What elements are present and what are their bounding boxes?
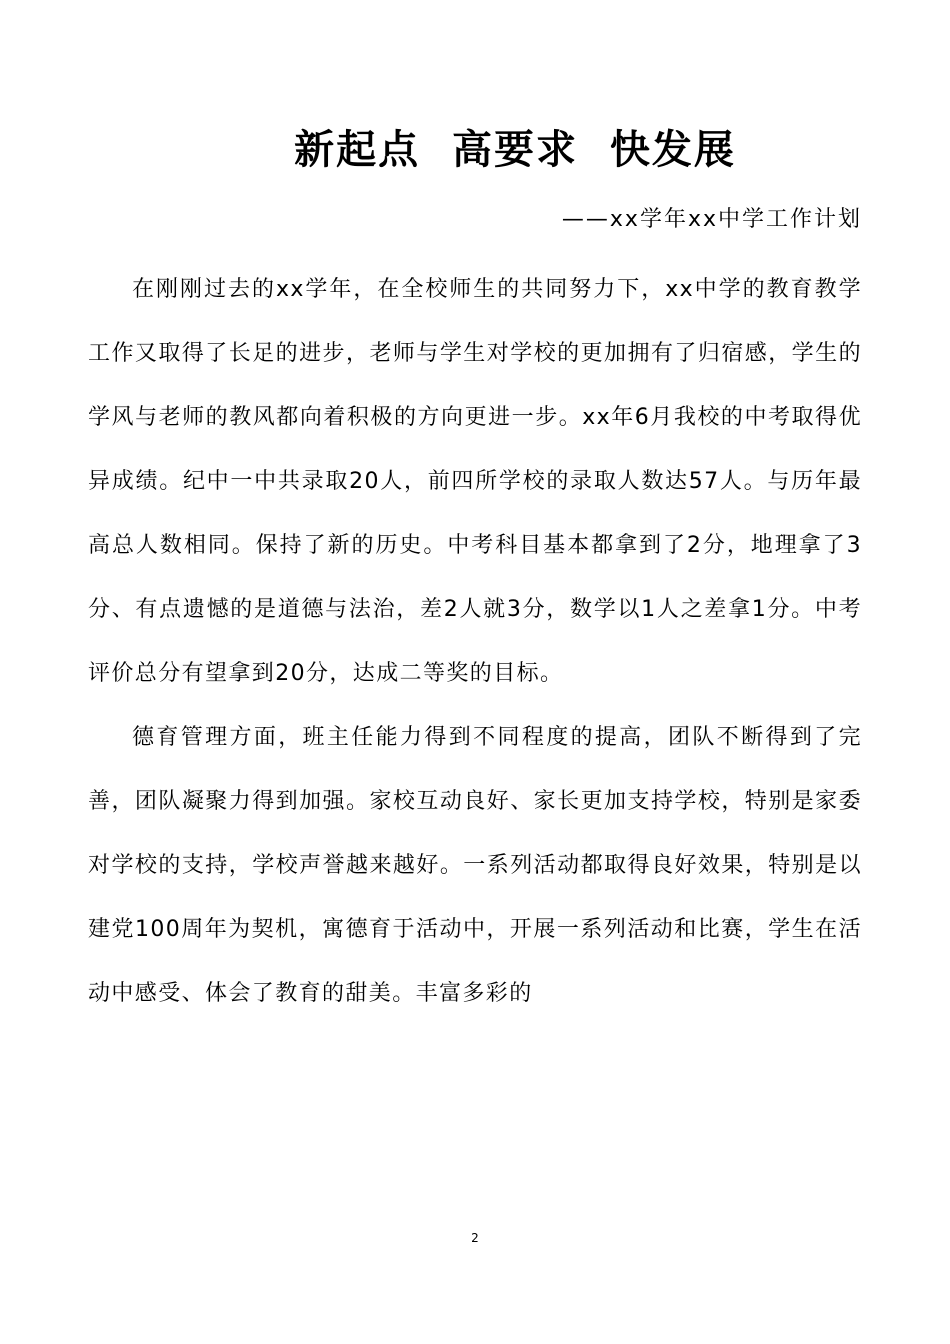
- page-number: 2: [471, 1231, 479, 1245]
- document-title: 新起点 高要求 快发展: [294, 126, 736, 173]
- document-subtitle: ——xx学年xx中学工作计划: [561, 207, 862, 232]
- paragraph: 在刚刚过去的xx学年，在全校师生的共同努力下，xx中学的教育教学工作又取得了长足的进步，老师与学生对学校的更加拥有了归宿感，学生的学风与老师的教风都向着积极的方向更进一步。xx年6月我校的中考取得优异成绩。纪中一中共录取20人，前四所学校的录取人数达57人。与历年最高总人数相同。保持了新的历史。中考科目基本都拿到了2分，地理拿了3分、有点遗憾的是道德与法治，差2人就3分，数学以1人之差拿1分。中考评价总分有望拿到20分，达成二等奖的目标。: [88, 277, 862, 686]
- paragraph: 德育管理方面，班主任能力得到不同程度的提高，团队不断得到了完善，团队凝聚力得到加强。家校互动良好、家长更加支持学校，特别是家委对学校的支持，学校声誉越来越好。一系列活动都取得良好效果，特别是以建党100周年为契机，寓德育于活动中，开展一系列活动和比赛，学生在活动中感受、体会了教育的甜美。丰富多彩的: [88, 725, 862, 1006]
- document-body: [88, 258, 862, 1026]
